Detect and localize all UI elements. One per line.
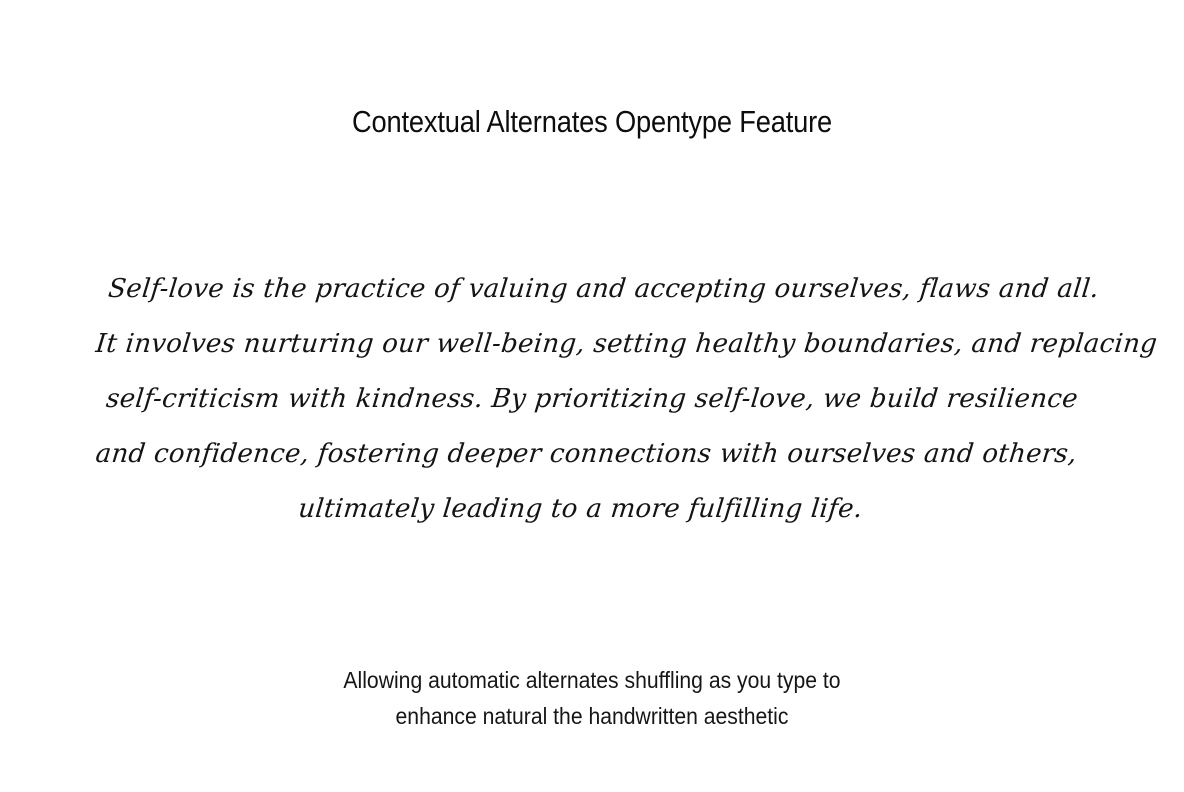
sample-line-1: Self-love is the practice of valuing and accepting ourselves, flaws and all. <box>106 274 1101 304</box>
sample-line-4: and confidence, fostering deeper connections with ourselves and others, <box>94 439 1079 469</box>
feature-description <box>0 662 1184 734</box>
sample-line-5: ultimately leading to a more fulfilling life. <box>296 494 865 524</box>
caption-line-2: enhance natural the handwritten aesthetic <box>395 703 789 729</box>
sample-line-2: It involves nurturing our well-being, setting healthy boundaries, and replacing <box>94 329 1159 359</box>
feature-title: Contextual Alternates Opentype Feature <box>351 104 833 139</box>
handwritten-sample-paragraph <box>76 262 1159 537</box>
caption-line-1: Allowing automatic alternates shuffling as you type to <box>343 667 841 693</box>
sample-line-3: self-criticism with kindness. By prioritizing self-love, we build resilience <box>104 384 1080 414</box>
